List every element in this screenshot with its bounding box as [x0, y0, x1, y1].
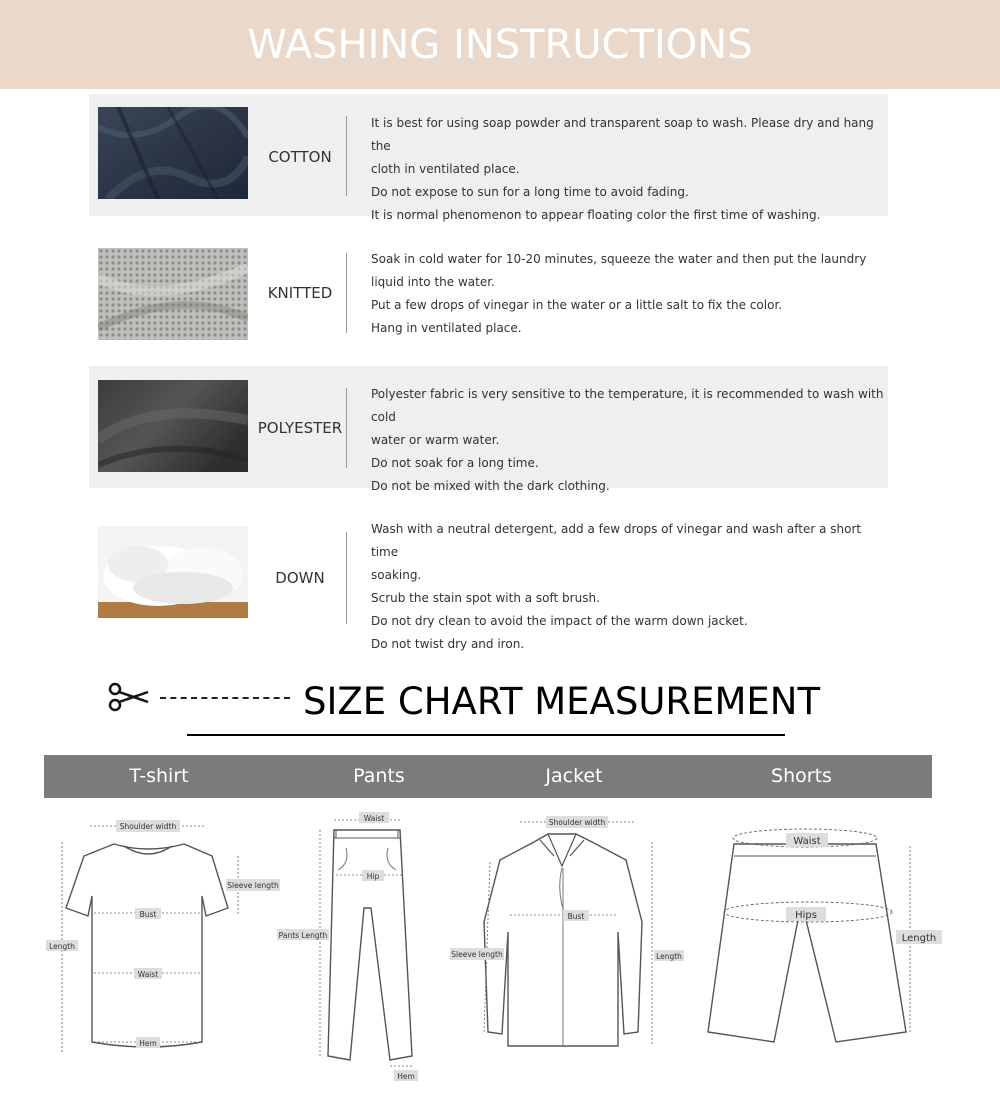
divider	[346, 532, 347, 624]
instruction-line: Do not twist dry and iron.	[371, 637, 525, 651]
cut-dash-line	[160, 697, 290, 699]
instruction-line: Do not dry clean to avoid the impact of the warm down jacket.	[371, 614, 748, 628]
fabric-name: COTTON	[268, 148, 332, 166]
jacket-bust-label: Bust	[567, 912, 585, 921]
tshirt-length-label: Length	[49, 942, 75, 951]
fabric-row-cotton	[89, 94, 888, 222]
instruction-line: soaking.	[371, 568, 422, 582]
pants-waist-label: Waist	[363, 814, 385, 823]
jacket-diagram	[448, 812, 698, 1062]
page-title: WASHING INSTRUCTIONS	[247, 21, 753, 68]
fabric-instructions	[371, 248, 886, 340]
instruction-line: Soak in cold water for 10-20 minutes, squeeze the water and then put the laundry	[371, 252, 867, 266]
instruction-line: Hang in ventilated place.	[371, 321, 522, 335]
tab-tshirt[interactable]: T-shirt	[129, 765, 189, 787]
tshirt-diagram	[44, 812, 284, 1062]
fabric-name: KNITTED	[267, 284, 333, 302]
shorts-waist-label: Waist	[793, 836, 821, 847]
fabric-row-down	[89, 505, 888, 651]
tab-shorts[interactable]: Shorts	[771, 765, 832, 787]
divider	[346, 253, 347, 333]
instruction-line: Do not expose to sun for a long time to avoid fading.	[371, 185, 689, 199]
pants-hip-label: Hip	[366, 872, 380, 881]
size-chart-title: SIZE CHART MEASUREMENT	[303, 680, 821, 723]
instruction-line: Put a few drops of vinegar in the water or a little salt to fix the color.	[371, 298, 783, 312]
knitted-swatch-image	[98, 248, 248, 340]
title-underline	[187, 734, 785, 736]
fabric-instructions	[371, 518, 886, 656]
pants-length-label: Pants Length	[278, 931, 328, 940]
fabric-name: DOWN	[275, 569, 325, 587]
fabric-row-polyester	[89, 366, 888, 493]
pants-diagram	[276, 808, 451, 1086]
shorts-outline	[708, 844, 906, 1042]
polyester-swatch-image	[98, 380, 248, 472]
instruction-line: water or warm water.	[371, 433, 500, 447]
tshirt-shoulder-label: Shoulder width	[119, 822, 177, 831]
instruction-line: It is best for using soap powder and transparent soap to wash. Please dry and hang the	[371, 116, 874, 153]
pants-hem-label: Hem	[397, 1072, 415, 1081]
scissors-icon	[108, 682, 150, 712]
shorts-length-label: Length	[901, 933, 937, 944]
divider	[346, 116, 347, 196]
jacket-sleeve-label: Sleeve length	[451, 950, 503, 959]
instruction-line: Wash with a neutral detergent, add a few drops of vinegar and wash after a short time	[371, 522, 862, 559]
instruction-line: liquid into the water.	[371, 275, 495, 289]
fabric-row-knitted	[89, 231, 888, 353]
jacket-length-label: Length	[656, 952, 682, 961]
fabric-instructions	[371, 383, 886, 498]
instruction-line: Scrub the stain spot with a soft brush.	[371, 591, 600, 605]
shorts-diagram	[700, 820, 950, 1060]
jacket-shoulder-label: Shoulder width	[548, 818, 606, 827]
tab-jacket[interactable]: Jacket	[545, 765, 603, 787]
tshirt-waist-label: Waist	[137, 970, 159, 979]
garment-tab-bar	[44, 755, 932, 798]
tshirt-hem-label: Hem	[139, 1039, 157, 1048]
divider	[346, 388, 347, 468]
tshirt-bust-label: Bust	[139, 910, 157, 919]
down-swatch-image	[98, 526, 248, 618]
pants-outline	[328, 830, 412, 1060]
tshirt-outline	[66, 844, 228, 1047]
instruction-line: It is normal phenomenon to appear floating color the first time of washing.	[371, 208, 821, 222]
tshirt-sleeve-label: Sleeve length	[227, 881, 279, 890]
instruction-line: Do not be mixed with the dark clothing.	[371, 479, 610, 493]
washing-banner	[0, 0, 1000, 89]
instruction-line: cloth in ventilated place.	[371, 162, 520, 176]
shorts-hips-label: Hips	[795, 910, 817, 921]
instruction-line: Do not soak for a long time.	[371, 456, 539, 470]
instruction-line: Polyester fabric is very sensitive to the temperature, it is recommended to wash with cold	[371, 387, 884, 424]
fabric-instructions	[371, 112, 886, 227]
fabric-name: POLYESTER	[257, 419, 343, 437]
cotton-swatch-image	[98, 107, 248, 199]
tab-pants[interactable]: Pants	[353, 765, 405, 787]
